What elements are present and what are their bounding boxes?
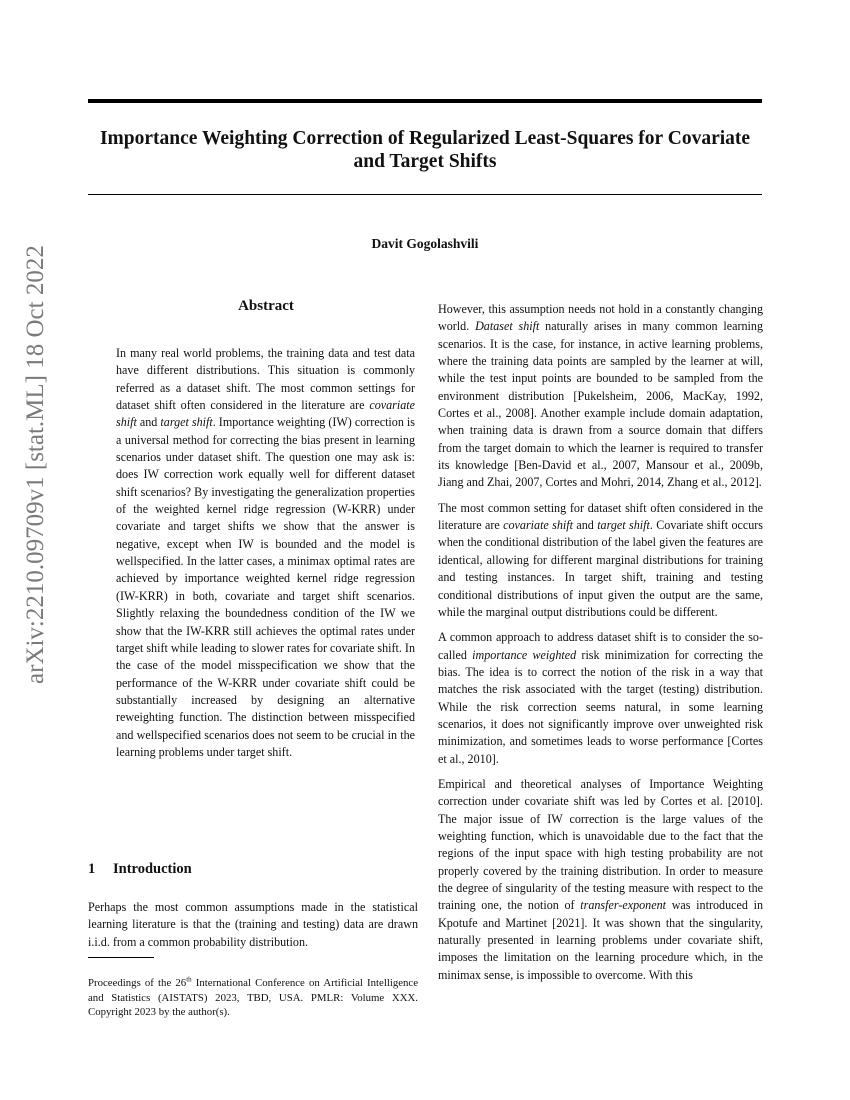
footnote-proceedings bbox=[88, 976, 418, 1020]
paragraph-common-setting bbox=[438, 500, 763, 621]
section-title: Introduction bbox=[113, 861, 192, 877]
footnote-text-2: International Conference on Artificial Intelligence and Statistics (AISTATS) 2023, TBD, USA. PMLR: Volume XXX. Copyright 2023 by the author(s). bbox=[88, 977, 418, 1019]
title-bottom-rule bbox=[88, 194, 762, 195]
right-column bbox=[438, 301, 763, 992]
abstract-text-2: and bbox=[136, 415, 161, 430]
introduction-paragraph: Perhaps the most common assumptions made in the statistical learning literature is that the (training and testing) data are drawn i.i.d. from a common probability distribution. bbox=[88, 900, 418, 949]
section-heading-introduction bbox=[88, 861, 418, 878]
paragraph-empirical-analyses bbox=[438, 776, 763, 984]
text-run: naturally arises in many common learning scenarios. It is the case, for instance, in active learning problems, where the training data points are sampled by the learner at will, while the test input points are bounded to be sampled from the environment distribution [Pukelsheim, 2006, MacKay, 1992, Cortes et al., 2008]. Another example include domain adaptation, when training data is drawn from a source domain that differs from the target domain to which the learner is required to transfer its knowledge [Ben-David et al., 2007, Mansour et al., 2009b, Jiang and Zhai, 2007, Cortes and Mohri, 2014, Zhang et al., 2012]. bbox=[438, 319, 763, 490]
section-number: 1 bbox=[88, 861, 96, 877]
author-name: Davit Gogolashvili bbox=[371, 236, 479, 251]
text-run: A common approach to address dataset shift is to consider the so-called bbox=[438, 630, 763, 662]
emphasis-importance-weighted: importance weighted bbox=[472, 647, 577, 662]
paragraph-importance-weighting bbox=[438, 629, 763, 768]
footnote-rule bbox=[88, 957, 154, 958]
emphasis-covariate-shift: covariate shift bbox=[503, 518, 573, 533]
paragraph-dataset-shift bbox=[438, 301, 763, 492]
text-run: Empirical and theoretical analyses of Importance Weighting correction under covariate shift was led by Cortes et al. [2010]. The major issue of IW correction is the large values of the weighting function, which is unavoidable due to the fact that the regions of the input space with high testing probability are not properly covered by the training distribution. In order to measure the degree of singularity of the testing measure with respect to the training one, the notion of bbox=[438, 776, 763, 913]
abstract-emphasis-covariate-shift: covariate shift bbox=[116, 398, 415, 430]
text-run: and bbox=[573, 518, 598, 533]
text-run: The most common setting for dataset shift often considered in the literature are bbox=[438, 500, 763, 533]
text-run: was introduced in Kpotufe and Martinet [2021]. It was shown that the singularity, naturally presented in learning problems under covariate shift, imposes the limitation on the learning procedure which, in the minimax sense, is impossible to overcome. With this bbox=[438, 898, 763, 982]
text-run: risk minimization for correcting the bias. The idea is to correct the notion of the risk in a way that matches the risk associated with the target (testing) distribution. While the risk correction seems natural, in some learning scenarios, it does not significantly improve over unweighted risk minimization, and sometimes leads to worse performance [Cortes et al., 2010]. bbox=[438, 647, 763, 766]
abstract-text-1: In many real world problems, the training data and test data have different distributions. This situation is commonly referred as a dataset shift. The most common settings for dataset shift often considered in the literature are bbox=[116, 346, 415, 413]
text-run: However, this assumption needs not hold in a constantly changing world. bbox=[438, 302, 763, 334]
emphasis-transfer-exponent: transfer-exponent bbox=[580, 898, 667, 913]
title-top-rule bbox=[88, 99, 762, 103]
text-run: . Covariate shift occurs when the conditional distribution of the label given the features are identical, allowing for different marginal distributions for training and testing instances. In target shift, training and testing conditional distributions of input given the output are the same, while the marginal output distributions could be different. bbox=[438, 518, 764, 619]
footnote-text-1: Proceedings of the 26 bbox=[88, 977, 187, 989]
paper-title: Importance Weighting Correction of Regularized Least-Squares for Covariate and Target Shifts bbox=[99, 128, 751, 172]
emphasis-dataset-shift: Dataset shift bbox=[475, 319, 540, 334]
abstract-body bbox=[116, 345, 415, 761]
abstract-emphasis-target-shift: target shift bbox=[160, 415, 213, 430]
footnote-superscript: th bbox=[186, 975, 192, 984]
abstract-text-3: . Importance weighting (IW) correction is a universal method for correcting the bias present in learning scenarios under dataset shift. The question one may ask is: does IW correction work equally well for different dataset shift scenarios? By investigating the generalization properties of the weighted kernel ridge regression (W-KRR) under covariate and target shifts we show that the answer is negative, except when IW is bounded and the model is wellspecified. In the latter cases, a minimax optimal rates are achieved by importance weighted kernel ridge regression (IW-KRR) in both, covariate and target shift scenarios. Slightly relaxing the boundedness condition of the IW we show that the IW-KRR still achieves the optimal rates under target shift while leading to slower rates for covariate shift. In the case of the model misspecification we show that the performance of the W-KRR under covariate shift could be substantially increased by designing an alternative reweighting function. The distinction between misspecified and wellspecified scenarios does not seem to be crucial in the learning problems under target shift. bbox=[116, 415, 416, 759]
abstract-heading: Abstract bbox=[238, 298, 294, 314]
arxiv-stamp-text: arXiv:2210.09709v1 [stat.ML] 18 Oct 2022 bbox=[22, 245, 49, 684]
emphasis-target-shift: target shift bbox=[597, 518, 650, 533]
